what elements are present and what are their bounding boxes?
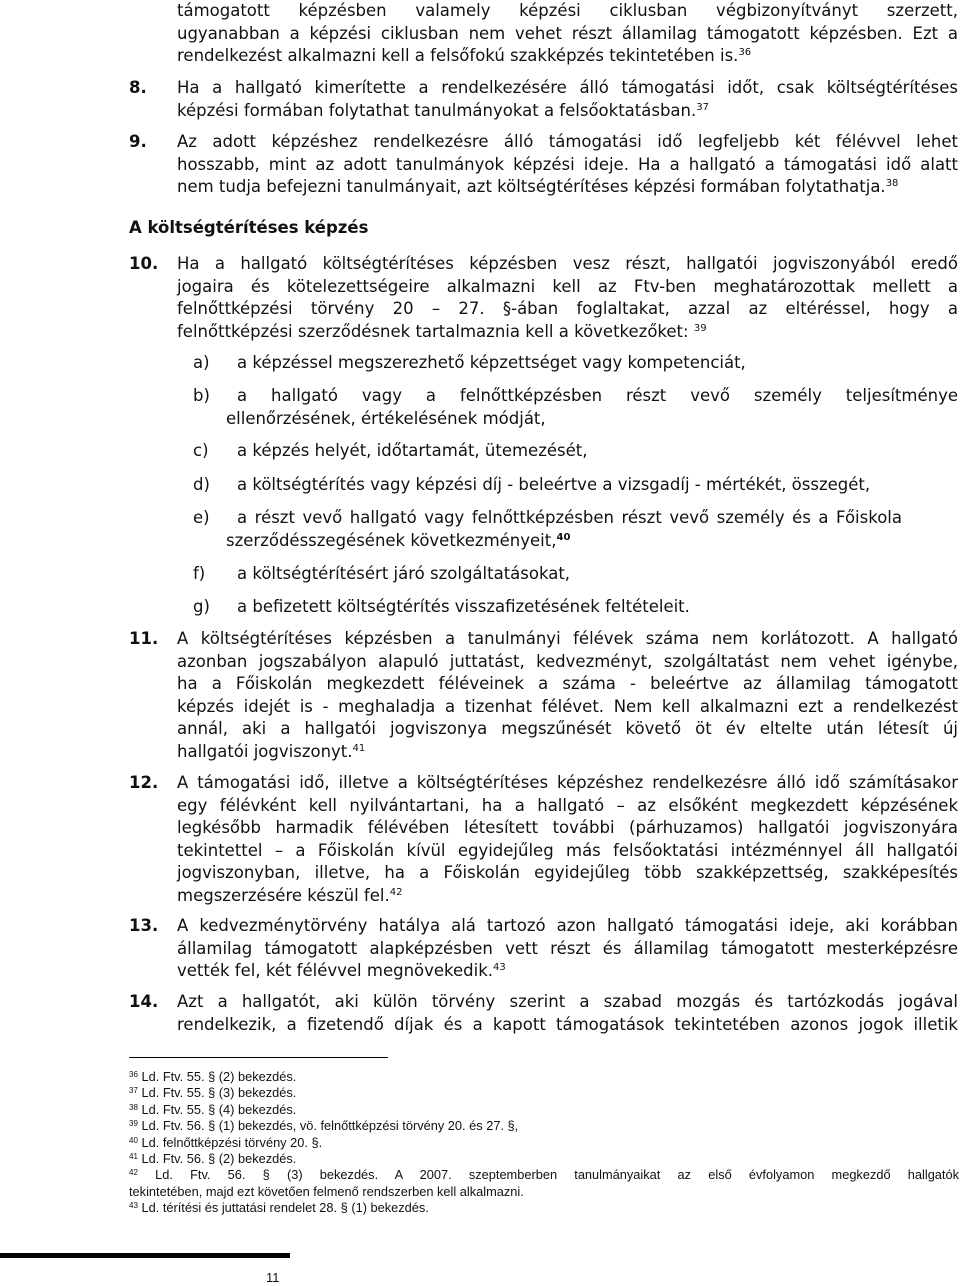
- text-line: jogaira és kötelezettségeire alkalmazni kell az Ftv-ben meghatározottak mellett a: [177, 276, 958, 296]
- text-line: hallgatói jogviszonyt.: [177, 741, 353, 761]
- list-item-d: [193, 474, 958, 497]
- paragraph-number: 8.: [129, 78, 147, 97]
- text-line: nem tudja befejezni tanulmányait, azt költségtérítéses képzési formában folytathatja.: [177, 177, 886, 197]
- paragraph-10: [177, 253, 958, 343]
- paragraph-intro: [177, 0, 958, 68]
- list-text: szerződésszegésének következményeit,: [226, 530, 557, 550]
- paragraph-9: [177, 131, 958, 199]
- footnote-ref[interactable]: 41: [352, 742, 366, 754]
- text-line: rendelkezést alkalmazni kell a felsőfokú szakképzés tekintetében is.: [177, 46, 739, 66]
- footnote-ref[interactable]: 36: [738, 47, 752, 59]
- paragraph-12: [177, 772, 958, 908]
- paragraph-8: [177, 77, 958, 122]
- text-line: Ha a hallgató kimerítette a rendelkezésére álló támogatási időt, csak költségtérítéses: [177, 78, 958, 97]
- text-line: megszerzésére készül fel.: [177, 885, 390, 905]
- list-label: c): [193, 441, 209, 460]
- text-line: vették fel, két félévvel megnövekedik.: [177, 961, 494, 981]
- list-text: a képzés helyét, időtartamát, ütemezését,: [237, 441, 588, 460]
- footnote-ref[interactable]: 38: [885, 178, 899, 190]
- list-label: d): [193, 475, 210, 494]
- text-line: tekintettel – a Főiskolán kívül egyidejűleg más felsőoktatási intézménnyel áll hallgatói: [177, 840, 958, 860]
- paragraph-number: 11.: [129, 629, 159, 648]
- text-line: Ha a hallgató költségtérítéses képzésben vesz részt, hallgatói jogviszonyából eredő: [177, 254, 958, 273]
- list-label: a): [193, 353, 210, 372]
- list-label: e): [193, 508, 210, 527]
- section-heading: A költségtérítéses képzés: [129, 218, 369, 237]
- footnote-separator: [129, 1057, 388, 1058]
- footnote-ref[interactable]: 43: [493, 962, 506, 974]
- list-item-a: [193, 352, 958, 375]
- footnote-ref[interactable]: 42: [389, 886, 403, 898]
- footnote-continuation: tekintetében, majd ezt követően felmenő rendszerben kell alkalmazni.: [129, 1183, 524, 1199]
- text-line: államilag támogatott alapképzésben vett részt és államilag támogatott mesterképzésre: [177, 938, 958, 958]
- text-line: képzés idejét is - meghaladja a tizenhat félévet. Nem kell alkalmazni ezt a rendelkezést: [177, 696, 958, 716]
- paragraph-number: 13.: [129, 916, 159, 935]
- footnote: $^{36}$ Ld. Ftv. 55. § (2) bekezdés.: [129, 1069, 297, 1084]
- paragraph-14: [177, 991, 958, 1036]
- page-number: 11: [266, 1270, 280, 1285]
- footnote: $^{43}$ Ld. térítési és juttatási rendelet 28. § (1) bekezdés.: [129, 1200, 429, 1216]
- footnote: $^{39}$ Ld. Ftv. 56. § (1) bekezdés, vö. felnőttképzési törvény 20. és 27. §,: [129, 1118, 519, 1134]
- list-item-g: [193, 596, 958, 619]
- list-item-f: [193, 563, 958, 586]
- footnote: $^{38}$ Ld. Ftv. 55. § (4) bekezdés.: [129, 1101, 297, 1117]
- footnote: $^{42}$ Ld. Ftv. 56. § (3) bekezdés. A 2007. szeptemberben tanulmányaikat az első évfolyamon megkezdő hallgatók: [129, 1167, 959, 1183]
- text-line: Az adott képzéshez rendelkezésre álló támogatási idő legfeljebb két félévvel lehet: [177, 132, 958, 151]
- list-text: a költségtérítésért járó szolgáltatásokat,: [237, 564, 571, 583]
- paragraph-11: [177, 628, 958, 764]
- text-line: képzési formában folytathat tanulmányokat a felsőoktatásban.: [177, 100, 697, 120]
- footnote: $^{41}$ Ld. Ftv. 56. § (2) bekezdés.: [129, 1151, 297, 1167]
- footnote-ref[interactable]: 39: [693, 322, 707, 334]
- text-line: rendelkezik, a fizetendő díjak és a kapott támogatások tekintetében azonos jogok illetik: [177, 1014, 958, 1034]
- list-item-e: [193, 507, 958, 552]
- text-line: A támogatási idő, illetve a költségtérítéses képzéshez rendelkezésre álló idő számításakor: [177, 773, 958, 792]
- text-line: jogviszonyban, illetve, ha a Főiskolán egyidejűleg több szakképzettség, szakképesítés: [177, 863, 958, 883]
- paragraph-number: 10.: [129, 254, 159, 273]
- list-text: a képzéssel megszerezhető képzettséget vagy kompetenciát,: [237, 353, 746, 372]
- text-line: hosszabb, mint az adott tanulmányok képzési ideje. Ha a hallgató a támogatási idő alatt: [177, 154, 958, 174]
- paragraph-number: 14.: [129, 992, 159, 1011]
- text-line: Azt a hallgatót, aki külön törvény szerint a szabad mozgás és tartózkodás jogával: [177, 992, 958, 1011]
- footnote: $^{40}$ Ld. felnőttképzési törvény 20. §.: [129, 1134, 323, 1150]
- footnote-ref[interactable]: 37: [696, 101, 709, 113]
- footnote: $^{37}$ Ld. Ftv. 55. § (3) bekezdés.: [129, 1085, 297, 1101]
- list-text: a költségtérítés vagy képzési díj - beleértve a vizsgadíj - mértékét, összegét,: [237, 475, 871, 494]
- text-line: legkésőbb harmadik félévében létesített további (párhuzamos) hallgatói jogviszonyára: [177, 818, 958, 838]
- footer-bar: [0, 1253, 290, 1258]
- text-line: annál, aki a hallgatói jogviszonya megszűnését követő öt év eltelte után létesít új: [177, 719, 958, 739]
- paragraph-number: 9.: [129, 132, 147, 151]
- paragraph-number: 12.: [129, 773, 159, 792]
- list-label: g): [193, 597, 210, 616]
- list-item-b: [193, 385, 958, 430]
- paragraph-13: [177, 915, 958, 983]
- list-text: a befizetett költségtérítés visszafizetésének feltételeit.: [237, 597, 690, 616]
- text-line: A kedvezménytörvény hatálya alá tartozó azon hallgató támogatási ideje, aki korábban: [177, 916, 958, 935]
- text-line: ugyanabban a képzési ciklusban nem vehet részt államilag támogatott képzésben. Ezt a: [177, 23, 958, 43]
- text-line: ha a Főiskolán megkezdett féléveinek a száma - beleértve az államilag támogatott: [177, 674, 958, 694]
- list-label: b): [193, 386, 210, 405]
- text-line: A költségtérítéses képzésben a tanulmányi félévek száma nem korlátozott. A hallgató: [177, 629, 958, 648]
- text-line: felnőttképzési törvény 20 – 27. §-ában foglaltakat, azzal az eltéréssel, hogy a: [177, 299, 958, 319]
- list-text: a részt vevő hallgató vagy felnőttképzésben részt vevő személy és a Főiskola: [237, 508, 902, 527]
- list-text: ellenőrzésének, értékelésének módját,: [226, 408, 546, 428]
- list-item-c: [193, 440, 958, 463]
- list-label: f): [193, 564, 206, 583]
- text-line: támogatott képzésben valamely képzési ciklusban végbizonyítványt szerzett,: [177, 1, 958, 20]
- footnote-ref[interactable]: 40: [556, 531, 571, 543]
- footnotes: [129, 1069, 959, 1217]
- list-text: a hallgató vagy a felnőttképzésben részt vevő személy teljesítménye: [237, 386, 958, 405]
- text-line: egy félévként kell nyilvántartani, ha a hallgató – az elsőként megkezdett képzésének: [177, 795, 958, 815]
- text-line: felnőttképzési szerződésnek tartalmaznia kell a következőket:: [177, 321, 689, 341]
- text-line: azonban jogszabályon alapuló juttatást, kedvezményt, szolgáltatást nem vehet igénybe,: [177, 651, 958, 671]
